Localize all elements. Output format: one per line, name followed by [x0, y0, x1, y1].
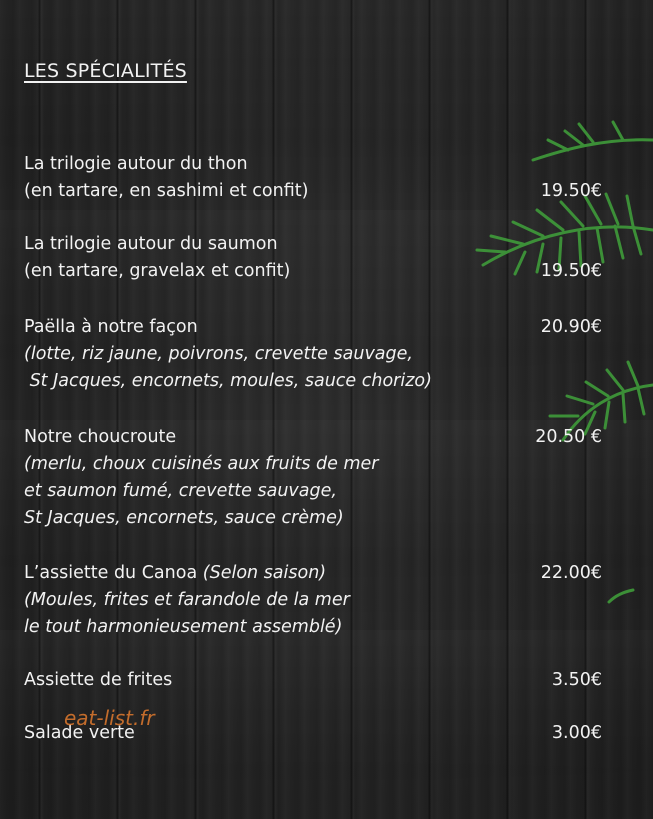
item-name: Notre choucroute [24, 427, 177, 447]
menu-item [24, 314, 602, 395]
item-price: 20.50 € [535, 427, 602, 447]
item-detail: (lotte, riz jaune, poivrons, crevette sauvage, [24, 344, 413, 364]
item-price: 3.00€ [551, 723, 602, 743]
item-price: 19.50€ [540, 181, 602, 201]
item-detail: (Moules, frites et farandole de la mer [24, 590, 350, 610]
menu-item [24, 231, 602, 285]
item-detail: St Jacques, encornets, sauce crème) [24, 508, 344, 528]
item-price: 22.00€ [540, 563, 602, 583]
watermark-text: eat-list.fr [64, 706, 155, 730]
section-title: LES SPÉCIALITÉS [24, 60, 187, 82]
item-name: L’assiette du Canoa [24, 563, 198, 583]
item-price: 19.50€ [540, 261, 602, 281]
item-detail: (en tartare, gravelax et confit) [24, 261, 291, 281]
item-detail: (merlu, choux cuisinés aux fruits de mer [24, 454, 379, 474]
item-price: 20.90€ [540, 317, 602, 337]
item-name: Paëlla à notre façon [24, 317, 198, 337]
item-name-note: (Selon saison) [202, 563, 327, 583]
menu-item [24, 560, 602, 641]
item-price: 3.50€ [551, 670, 602, 690]
item-name: La trilogie autour du saumon [24, 234, 278, 254]
item-name: Assiette de frites [24, 670, 173, 690]
item-detail: le tout harmonieusement assemblé) [24, 617, 343, 637]
item-name: Salade verte [24, 723, 135, 743]
menu-item [24, 667, 602, 694]
item-detail: St Jacques, encornets, moules, sauce chorizo) [24, 371, 432, 391]
menu-item [24, 424, 602, 532]
item-detail: et saumon fumé, crevette sauvage, [24, 481, 337, 501]
item-detail: (en tartare, en sashimi et confit) [24, 181, 309, 201]
menu-item [24, 151, 602, 205]
item-name: La trilogie autour du thon [24, 154, 248, 174]
